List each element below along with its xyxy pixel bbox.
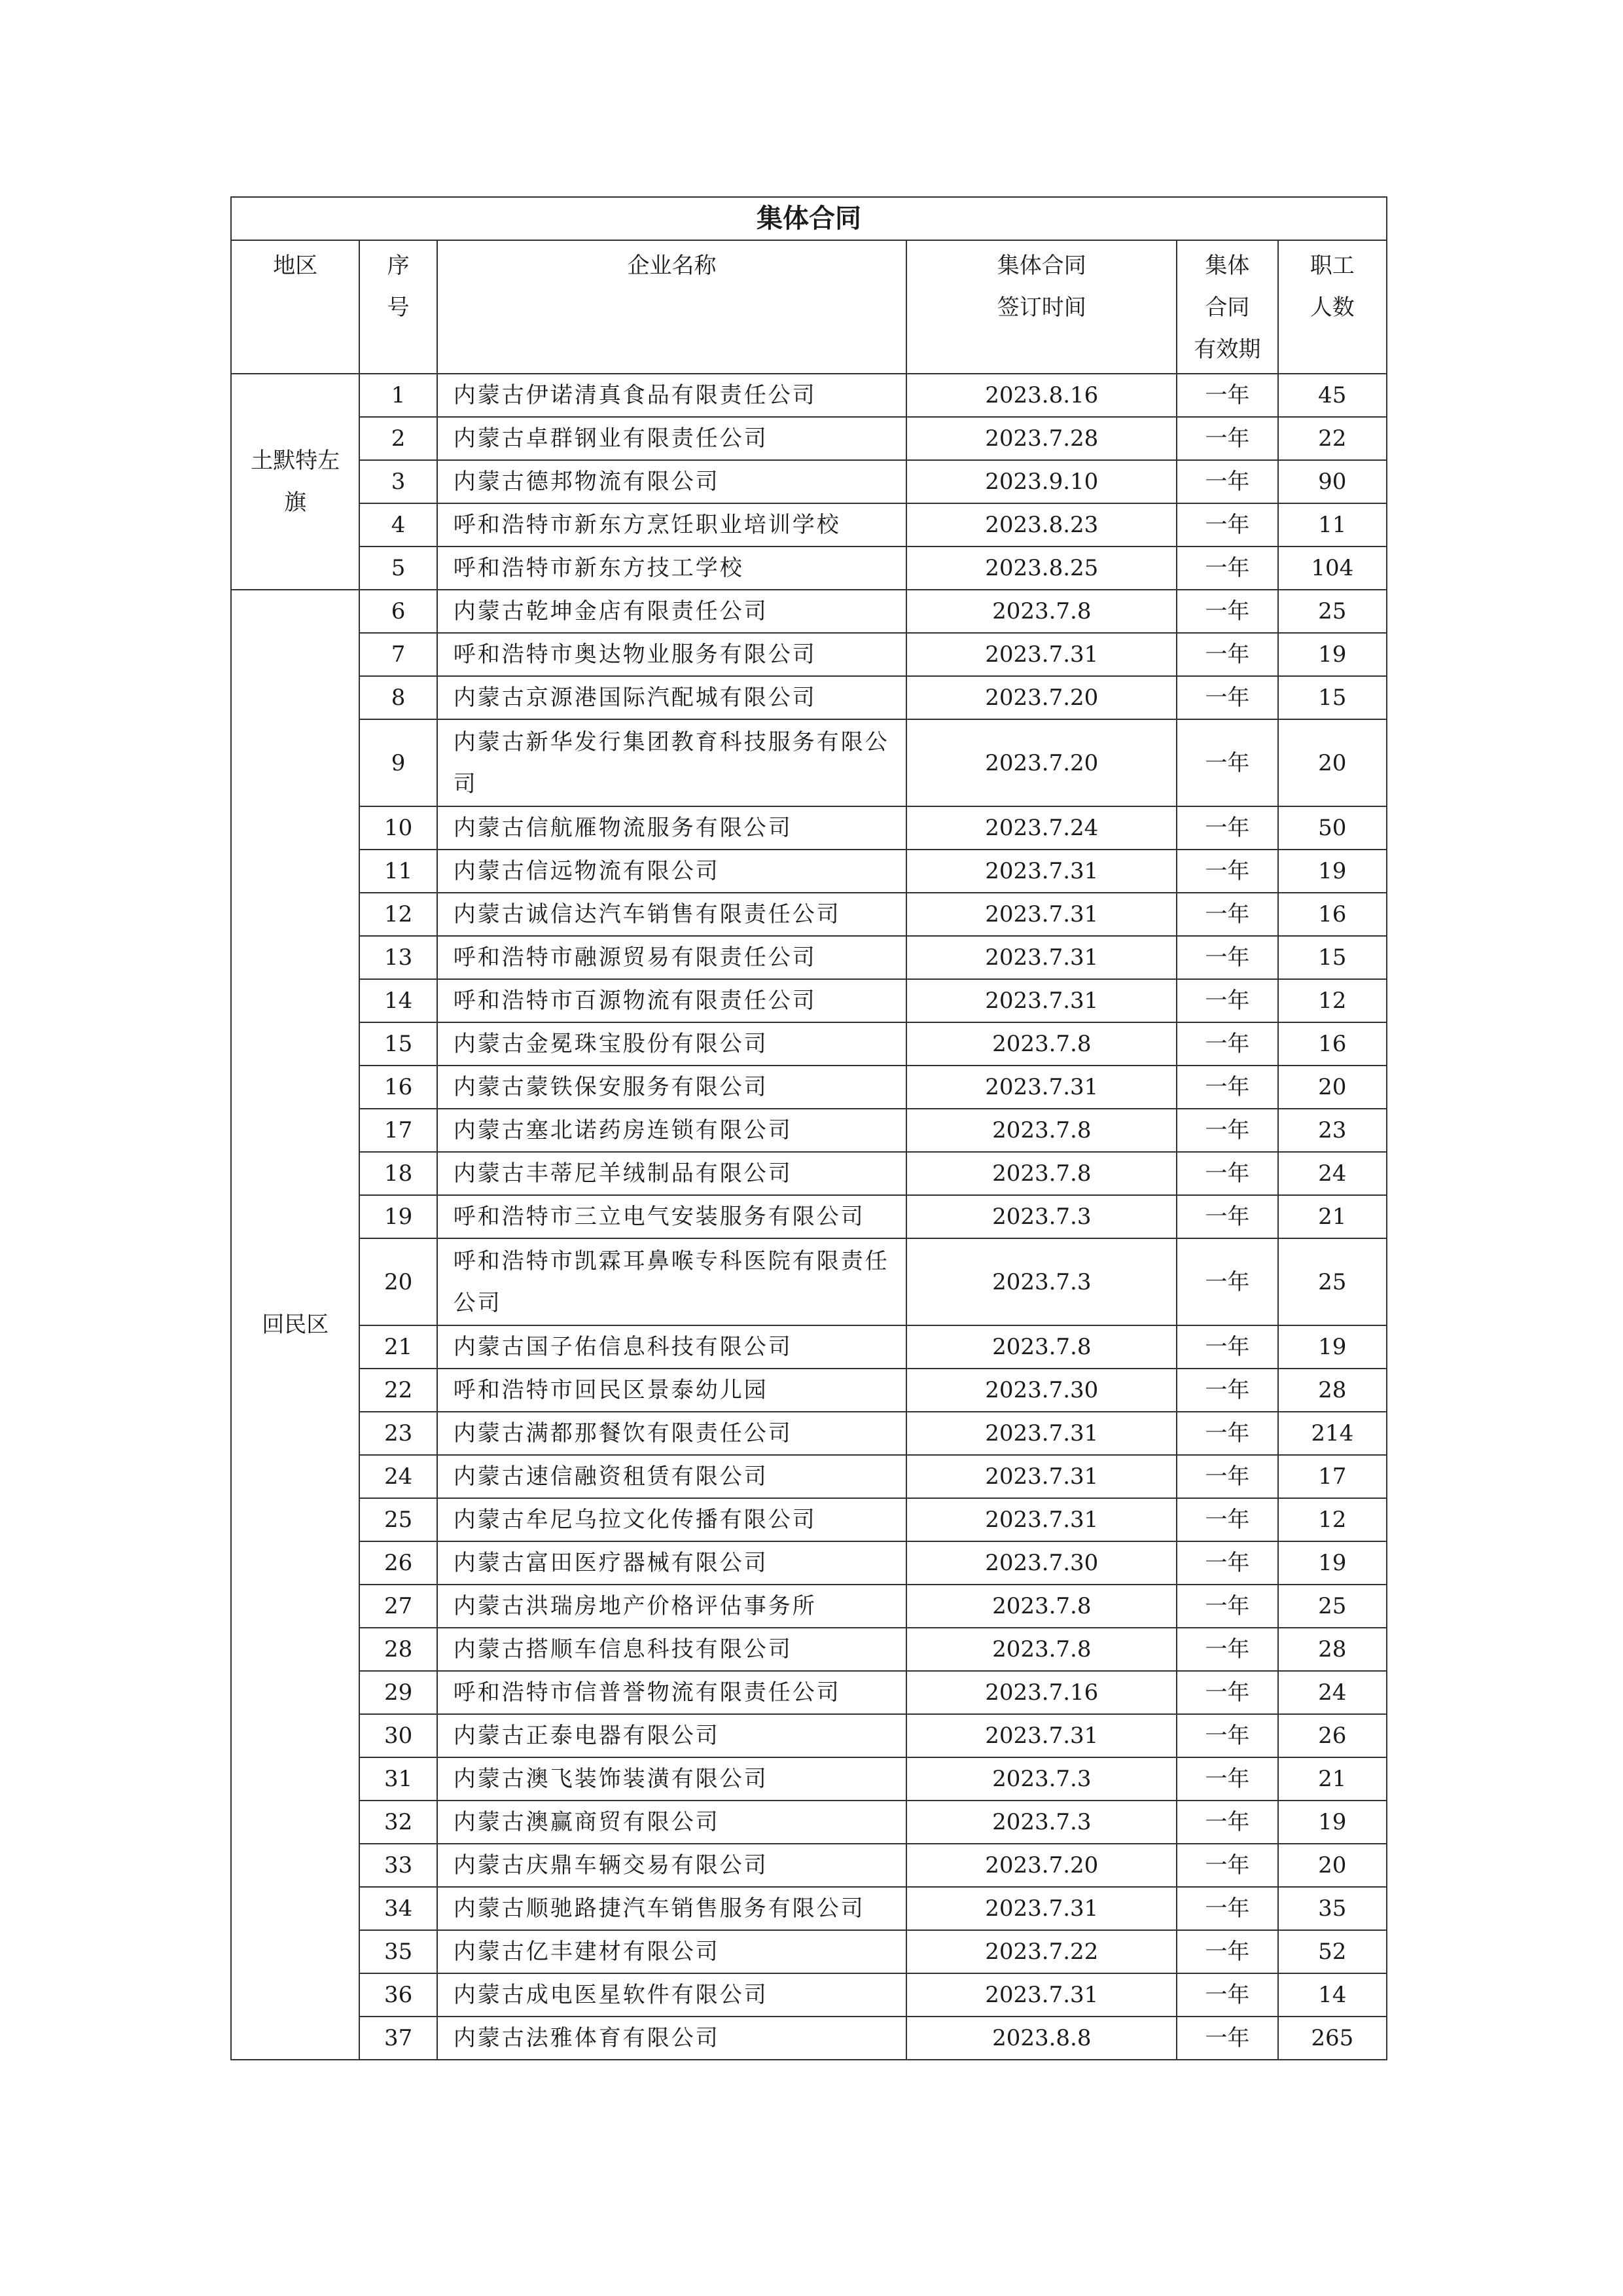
employee-count: 12 (1278, 1498, 1387, 1541)
table-row (231, 806, 1387, 850)
company-name: 内蒙古庆鼎车辆交易有限公司 (437, 1844, 907, 1887)
employee-count: 12 (1278, 979, 1387, 1022)
company-name: 内蒙古蒙铁保安服务有限公司 (437, 1066, 907, 1109)
company-name: 内蒙古亿丰建材有限公司 (437, 1930, 907, 1973)
company-name: 内蒙古正泰电器有限公司 (437, 1714, 907, 1757)
header-name (437, 240, 907, 374)
sign-date: 2023.7.30 (906, 1369, 1177, 1412)
validity-period: 一年 (1177, 1671, 1277, 1714)
row-number: 9 (359, 719, 437, 806)
sign-date: 2023.7.31 (906, 936, 1177, 979)
sign-date: 2023.8.25 (906, 547, 1177, 590)
table-row (231, 1195, 1387, 1238)
row-number: 10 (359, 806, 437, 850)
employee-count: 25 (1278, 1238, 1387, 1325)
row-number: 35 (359, 1930, 437, 1973)
header-region-text: 地区 (273, 253, 318, 279)
validity-period: 一年 (1177, 590, 1277, 633)
employee-count: 104 (1278, 547, 1387, 590)
validity-period: 一年 (1177, 1714, 1277, 1757)
table-row (231, 547, 1387, 590)
employee-count: 28 (1278, 1369, 1387, 1412)
employee-count: 17 (1278, 1455, 1387, 1498)
sign-date: 2023.7.8 (906, 1325, 1177, 1369)
row-number: 5 (359, 547, 437, 590)
sign-date: 2023.7.3 (906, 1238, 1177, 1325)
validity-period: 一年 (1177, 1066, 1277, 1109)
employee-count: 11 (1278, 503, 1387, 547)
sign-date: 2023.7.22 (906, 1930, 1177, 1973)
table-row (231, 374, 1387, 417)
table-row (231, 676, 1387, 719)
validity-period: 一年 (1177, 633, 1277, 676)
row-number: 15 (359, 1022, 437, 1066)
validity-period: 一年 (1177, 1325, 1277, 1369)
employee-count: 19 (1278, 850, 1387, 893)
validity-period: 一年 (1177, 1541, 1277, 1585)
validity-period: 一年 (1177, 2017, 1277, 2060)
company-name: 内蒙古搭顺车信息科技有限公司 (437, 1628, 907, 1671)
sign-date: 2023.7.31 (906, 1973, 1177, 2017)
sign-date: 2023.9.10 (906, 460, 1177, 503)
employee-count: 23 (1278, 1109, 1387, 1152)
company-name: 内蒙古乾坤金店有限责任公司 (437, 590, 907, 633)
employee-count: 28 (1278, 1628, 1387, 1671)
company-name: 内蒙古诚信达汽车销售有限责任公司 (437, 893, 907, 936)
sign-date: 2023.8.23 (906, 503, 1177, 547)
header-valid-line3: 有效期 (1194, 336, 1261, 363)
header-no-line2: 号 (387, 295, 410, 321)
row-number: 14 (359, 979, 437, 1022)
table-row (231, 850, 1387, 893)
table-header-row (231, 240, 1387, 374)
region-cell (231, 590, 359, 2060)
company-name: 呼和浩特市新东方烹饪职业培训学校 (437, 503, 907, 547)
company-name: 内蒙古洪瑞房地产价格评估事务所 (437, 1585, 907, 1628)
company-name: 内蒙古新华发行集团教育科技服务有限公司 (437, 719, 907, 806)
row-number: 22 (359, 1369, 437, 1412)
sign-date: 2023.7.31 (906, 633, 1177, 676)
header-date-line1: 集体合同 (997, 253, 1086, 279)
sign-date: 2023.8.8 (906, 2017, 1177, 2060)
sign-date: 2023.7.3 (906, 1195, 1177, 1238)
validity-period: 一年 (1177, 547, 1277, 590)
employee-count: 25 (1278, 1585, 1387, 1628)
sign-date: 2023.7.31 (906, 979, 1177, 1022)
row-number: 7 (359, 633, 437, 676)
row-number: 13 (359, 936, 437, 979)
validity-period: 一年 (1177, 417, 1277, 460)
employee-count: 14 (1278, 1973, 1387, 2017)
region-name-line2: 旗 (284, 490, 307, 516)
sign-date: 2023.7.20 (906, 1844, 1177, 1887)
company-name: 内蒙古丰蒂尼羊绒制品有限公司 (437, 1152, 907, 1195)
header-count-line2: 人数 (1310, 295, 1355, 321)
company-name: 内蒙古德邦物流有限公司 (437, 460, 907, 503)
validity-period: 一年 (1177, 893, 1277, 936)
employee-count: 90 (1278, 460, 1387, 503)
company-name: 内蒙古速信融资租赁有限公司 (437, 1455, 907, 1498)
employee-count: 20 (1278, 1066, 1387, 1109)
row-number: 12 (359, 893, 437, 936)
validity-period: 一年 (1177, 374, 1277, 417)
table-row (231, 460, 1387, 503)
row-number: 34 (359, 1887, 437, 1930)
employee-count: 20 (1278, 1844, 1387, 1887)
header-no-line1: 序 (387, 253, 410, 279)
table-row (231, 1498, 1387, 1541)
company-name: 呼和浩特市信普誉物流有限责任公司 (437, 1671, 907, 1714)
row-number: 26 (359, 1541, 437, 1585)
company-name: 内蒙古满都那餐饮有限责任公司 (437, 1412, 907, 1455)
table-title: 集体合同 (231, 197, 1387, 240)
validity-period: 一年 (1177, 1152, 1277, 1195)
row-number: 17 (359, 1109, 437, 1152)
sign-date: 2023.7.8 (906, 1152, 1177, 1195)
row-number: 31 (359, 1757, 437, 1801)
validity-period: 一年 (1177, 806, 1277, 850)
employee-count: 20 (1278, 719, 1387, 806)
row-number: 6 (359, 590, 437, 633)
row-number: 30 (359, 1714, 437, 1757)
table-row (231, 590, 1387, 633)
row-number: 36 (359, 1973, 437, 2017)
table-row (231, 893, 1387, 936)
validity-period: 一年 (1177, 850, 1277, 893)
row-number: 19 (359, 1195, 437, 1238)
collective-contract-table (230, 196, 1387, 2060)
region-name-line1: 土默特左 (251, 448, 340, 474)
company-name: 呼和浩特市百源物流有限责任公司 (437, 979, 907, 1022)
table-row (231, 1455, 1387, 1498)
company-name: 内蒙古京源港国际汽配城有限公司 (437, 676, 907, 719)
validity-period: 一年 (1177, 719, 1277, 806)
validity-period: 一年 (1177, 1844, 1277, 1887)
company-name: 呼和浩特市融源贸易有限责任公司 (437, 936, 907, 979)
validity-period: 一年 (1177, 1930, 1277, 1973)
row-number: 28 (359, 1628, 437, 1671)
sign-date: 2023.7.20 (906, 719, 1177, 806)
row-number: 24 (359, 1455, 437, 1498)
company-name: 呼和浩特市凯霖耳鼻喉专科医院有限责任公司 (437, 1238, 907, 1325)
header-name-text: 企业名称 (627, 253, 717, 279)
validity-period: 一年 (1177, 1238, 1277, 1325)
employee-count: 19 (1278, 1801, 1387, 1844)
sign-date: 2023.7.8 (906, 1628, 1177, 1671)
table-row (231, 1844, 1387, 1887)
sign-date: 2023.7.31 (906, 893, 1177, 936)
employee-count: 24 (1278, 1152, 1387, 1195)
company-name: 内蒙古法雅体育有限公司 (437, 2017, 907, 2060)
employee-count: 21 (1278, 1195, 1387, 1238)
header-no (359, 240, 437, 374)
company-name: 内蒙古国子佑信息科技有限公司 (437, 1325, 907, 1369)
validity-period: 一年 (1177, 1628, 1277, 1671)
employee-count: 16 (1278, 893, 1387, 936)
employee-count: 265 (1278, 2017, 1387, 2060)
table-row (231, 2017, 1387, 2060)
company-name: 内蒙古牟尼乌拉文化传播有限公司 (437, 1498, 907, 1541)
row-number: 3 (359, 460, 437, 503)
validity-period: 一年 (1177, 936, 1277, 979)
region-name-line1: 回民区 (262, 1312, 329, 1338)
validity-period: 一年 (1177, 1757, 1277, 1801)
employee-count: 24 (1278, 1671, 1387, 1714)
validity-period: 一年 (1177, 676, 1277, 719)
table-row (231, 1930, 1387, 1973)
employee-count: 19 (1278, 1541, 1387, 1585)
row-number: 25 (359, 1498, 437, 1541)
row-number: 8 (359, 676, 437, 719)
header-region (231, 240, 359, 374)
sign-date: 2023.7.31 (906, 1412, 1177, 1455)
company-name: 内蒙古富田医疗器械有限公司 (437, 1541, 907, 1585)
company-name: 内蒙古澳赢商贸有限公司 (437, 1801, 907, 1844)
validity-period: 一年 (1177, 1455, 1277, 1498)
header-count-line1: 职工 (1310, 253, 1355, 279)
row-number: 33 (359, 1844, 437, 1887)
sign-date: 2023.7.3 (906, 1757, 1177, 1801)
sign-date: 2023.7.31 (906, 1455, 1177, 1498)
sign-date: 2023.7.8 (906, 1109, 1177, 1152)
sign-date: 2023.7.3 (906, 1801, 1177, 1844)
table-row (231, 1238, 1387, 1325)
table-row (231, 417, 1387, 460)
validity-period: 一年 (1177, 1109, 1277, 1152)
table-row (231, 1628, 1387, 1671)
employee-count: 15 (1278, 936, 1387, 979)
row-number: 2 (359, 417, 437, 460)
employee-count: 16 (1278, 1022, 1387, 1066)
row-number: 16 (359, 1066, 437, 1109)
table-title-row (231, 197, 1387, 240)
sign-date: 2023.8.16 (906, 374, 1177, 417)
table-row (231, 503, 1387, 547)
row-number: 1 (359, 374, 437, 417)
table-row (231, 1412, 1387, 1455)
employee-count: 214 (1278, 1412, 1387, 1455)
company-name: 内蒙古卓群钢业有限责任公司 (437, 417, 907, 460)
sign-date: 2023.7.31 (906, 850, 1177, 893)
validity-period: 一年 (1177, 1887, 1277, 1930)
employee-count: 45 (1278, 374, 1387, 417)
header-valid-line2: 合同 (1205, 295, 1250, 321)
validity-period: 一年 (1177, 1412, 1277, 1455)
employee-count: 50 (1278, 806, 1387, 850)
company-name: 内蒙古顺驰路捷汽车销售服务有限公司 (437, 1887, 907, 1930)
row-number: 18 (359, 1152, 437, 1195)
sign-date: 2023.7.20 (906, 676, 1177, 719)
company-name: 内蒙古成电医星软件有限公司 (437, 1973, 907, 2017)
sign-date: 2023.7.8 (906, 590, 1177, 633)
table-row (231, 1066, 1387, 1109)
company-name: 呼和浩特市回民区景泰幼儿园 (437, 1369, 907, 1412)
region-cell (231, 374, 359, 590)
row-number: 21 (359, 1325, 437, 1369)
sign-date: 2023.7.16 (906, 1671, 1177, 1714)
company-name: 内蒙古伊诺清真食品有限责任公司 (437, 374, 907, 417)
table-row (231, 1109, 1387, 1152)
company-name: 内蒙古金冕珠宝股份有限公司 (437, 1022, 907, 1066)
table-row (231, 936, 1387, 979)
company-name: 呼和浩特市奥达物业服务有限公司 (437, 633, 907, 676)
company-name: 内蒙古信航雁物流服务有限公司 (437, 806, 907, 850)
table-row (231, 1541, 1387, 1585)
validity-period: 一年 (1177, 460, 1277, 503)
employee-count: 21 (1278, 1757, 1387, 1801)
table-row (231, 1887, 1387, 1930)
company-name: 呼和浩特市三立电气安装服务有限公司 (437, 1195, 907, 1238)
table-row (231, 1369, 1387, 1412)
table-row (231, 1022, 1387, 1066)
row-number: 32 (359, 1801, 437, 1844)
header-valid (1177, 240, 1277, 374)
company-name: 呼和浩特市新东方技工学校 (437, 547, 907, 590)
validity-period: 一年 (1177, 1369, 1277, 1412)
table-row (231, 1973, 1387, 2017)
row-number: 20 (359, 1238, 437, 1325)
table-row (231, 1671, 1387, 1714)
validity-period: 一年 (1177, 1585, 1277, 1628)
employee-count: 25 (1278, 590, 1387, 633)
table-row (231, 1801, 1387, 1844)
employee-count: 35 (1278, 1887, 1387, 1930)
header-date-line2: 签订时间 (997, 295, 1086, 321)
validity-period: 一年 (1177, 1801, 1277, 1844)
sign-date: 2023.7.31 (906, 1714, 1177, 1757)
validity-period: 一年 (1177, 503, 1277, 547)
row-number: 27 (359, 1585, 437, 1628)
validity-period: 一年 (1177, 979, 1277, 1022)
table-row (231, 979, 1387, 1022)
sign-date: 2023.7.24 (906, 806, 1177, 850)
sign-date: 2023.7.30 (906, 1541, 1177, 1585)
sign-date: 2023.7.31 (906, 1887, 1177, 1930)
table-body (231, 374, 1387, 2060)
employee-count: 19 (1278, 1325, 1387, 1369)
company-name: 内蒙古信远物流有限公司 (437, 850, 907, 893)
sign-date: 2023.7.8 (906, 1022, 1177, 1066)
sign-date: 2023.7.31 (906, 1498, 1177, 1541)
company-name: 内蒙古澳飞装饰装潢有限公司 (437, 1757, 907, 1801)
header-date (906, 240, 1177, 374)
validity-period: 一年 (1177, 1195, 1277, 1238)
header-valid-line1: 集体 (1205, 253, 1250, 279)
employee-count: 22 (1278, 417, 1387, 460)
table-row (231, 633, 1387, 676)
employee-count: 26 (1278, 1714, 1387, 1757)
sign-date: 2023.7.8 (906, 1585, 1177, 1628)
row-number: 23 (359, 1412, 437, 1455)
employee-count: 19 (1278, 633, 1387, 676)
company-name: 内蒙古塞北诺药房连锁有限公司 (437, 1109, 907, 1152)
row-number: 4 (359, 503, 437, 547)
validity-period: 一年 (1177, 1973, 1277, 2017)
table-row (231, 1757, 1387, 1801)
sign-date: 2023.7.28 (906, 417, 1177, 460)
table-row (231, 1585, 1387, 1628)
row-number: 11 (359, 850, 437, 893)
employee-count: 15 (1278, 676, 1387, 719)
validity-period: 一年 (1177, 1022, 1277, 1066)
header-count (1278, 240, 1387, 374)
table-row (231, 719, 1387, 806)
validity-period: 一年 (1177, 1498, 1277, 1541)
table-row (231, 1152, 1387, 1195)
table-row (231, 1714, 1387, 1757)
row-number: 37 (359, 2017, 437, 2060)
employee-count: 52 (1278, 1930, 1387, 1973)
row-number: 29 (359, 1671, 437, 1714)
sign-date: 2023.7.31 (906, 1066, 1177, 1109)
table-row (231, 1325, 1387, 1369)
